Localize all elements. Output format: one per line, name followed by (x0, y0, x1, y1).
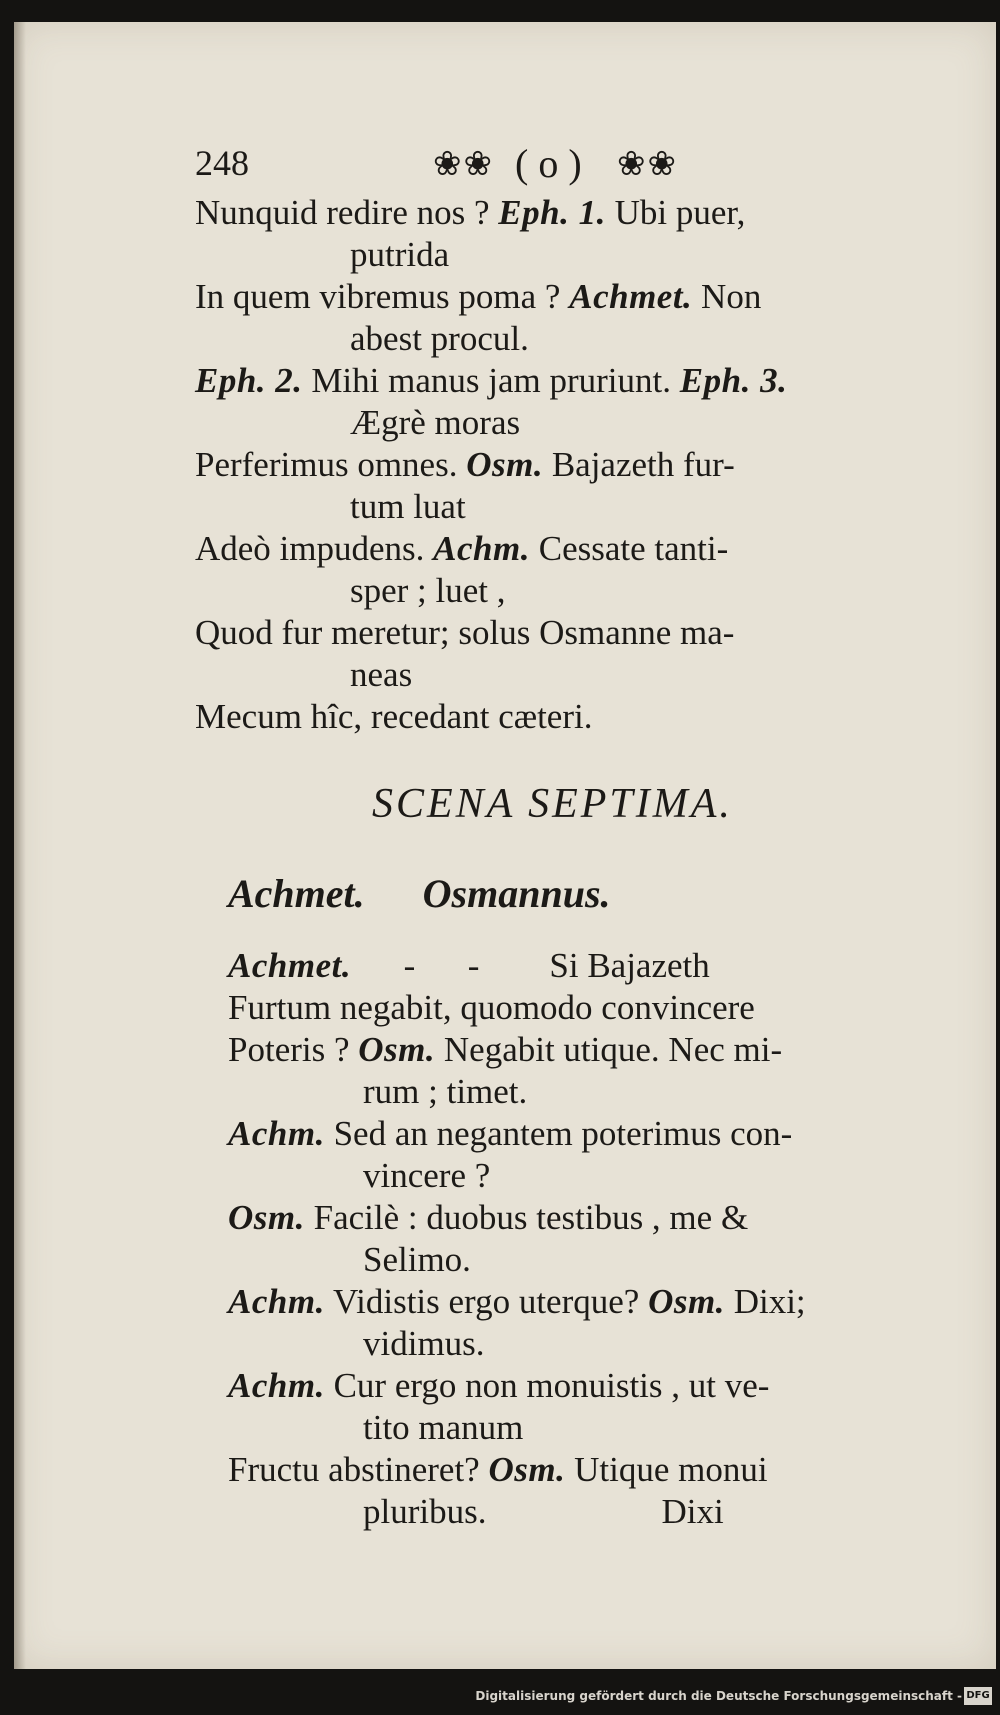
line-text: Selimo. (363, 1240, 471, 1279)
line-text: tito manum (363, 1408, 524, 1447)
speaker-label: Achm. (433, 529, 530, 568)
text-line (195, 444, 947, 486)
speaker-label: Achm. (228, 1282, 325, 1321)
dialogue-passage-2 (228, 945, 948, 1533)
center-mark: ( o ) (515, 141, 582, 186)
line-text: - - Si Bajazeth (351, 946, 710, 985)
speaker-label: Achm. (228, 1366, 325, 1405)
text-line (195, 612, 947, 654)
line-text: Cur ergo non monuistis , ut ve- (324, 1366, 770, 1405)
text-line (228, 1113, 948, 1155)
speaker-label: Achmet. (569, 277, 693, 316)
line-text: tum luat (350, 487, 466, 526)
text-line (228, 1155, 948, 1197)
dialogue-passage-1 (195, 192, 947, 738)
speaker-label: Osm. (648, 1282, 725, 1321)
dramatis-personae (228, 870, 611, 917)
speaker-label: Osm. (228, 1198, 305, 1237)
line-text: Facilè : duobus testibus , me & (304, 1198, 749, 1237)
text-line (195, 528, 947, 570)
text-line (228, 1407, 948, 1449)
line-text: putrida (350, 235, 450, 274)
line-text: Furtum negabit, quomodo convincere (228, 988, 755, 1027)
text-line (195, 318, 947, 360)
line-text: Ægrè moras (350, 403, 521, 442)
persona-osmannus: Osmannus. (422, 871, 611, 916)
text-line (228, 1239, 948, 1281)
line-text: neas (350, 655, 413, 694)
ornament-right-icon: ❀❀ (617, 146, 678, 183)
line-text: Vidistis ergo uterque? (324, 1282, 649, 1321)
line-text: Dixi; (724, 1282, 806, 1321)
line-text: Poteris ? (228, 1030, 359, 1069)
funding-credit: Digitalisierung gefördert durch die Deutsche Forschungsgemeinschaft - (475, 1689, 962, 1703)
speaker-label: Osm. (466, 445, 544, 484)
line-text: abest procul. (350, 319, 529, 358)
text-line (228, 1197, 948, 1239)
speaker-label: Osm. (488, 1450, 566, 1489)
text-line (195, 570, 947, 612)
speaker-label: Achm. (228, 1114, 325, 1153)
line-text: Mihi manus jam pruriunt. (302, 361, 680, 400)
page-number: 248 (195, 143, 249, 183)
text-line (228, 1323, 948, 1365)
speaker-label: Achmet. (228, 946, 352, 985)
line-text: Adeò impudens. (195, 529, 434, 568)
line-text: Fructu abstineret? (228, 1450, 489, 1489)
footer-bar (0, 1669, 1000, 1715)
text-line (195, 696, 947, 738)
text-line (195, 360, 947, 402)
running-header (195, 142, 715, 186)
text-line (228, 987, 948, 1029)
text-line (228, 945, 948, 987)
speaker-label: Eph. 2. (195, 361, 303, 400)
persona-achmet: Achmet. (228, 871, 365, 916)
text-line (228, 1491, 948, 1533)
text-line (228, 1071, 948, 1113)
dfg-logo-icon: DFG (964, 1687, 992, 1705)
speaker-label: Eph. 3. (679, 361, 788, 400)
gutter-shadow (14, 22, 26, 1669)
text-line (228, 1281, 948, 1323)
line-text: Bajazeth fur- (543, 445, 735, 484)
text-line (228, 1449, 948, 1491)
text-line (195, 234, 947, 276)
line-text: In quem vibremus poma ? (195, 277, 570, 316)
speaker-label: Osm. (358, 1030, 436, 1069)
text-line (195, 654, 947, 696)
line-text: pluribus. Dixi (363, 1492, 724, 1531)
line-text: Cessate tanti- (530, 529, 729, 568)
line-text: Negabit utique. Nec mi- (435, 1030, 783, 1069)
text-line (228, 1029, 948, 1071)
line-text: vincere ? (363, 1156, 491, 1195)
line-text: sper ; luet , (350, 571, 506, 610)
ornament-left-icon: ❀❀ (433, 146, 494, 183)
text-line (228, 1365, 948, 1407)
text-line (195, 192, 947, 234)
line-text: Mecum hîc, recedant cæteri. (195, 697, 593, 736)
line-text: Perferimus omnes. (195, 445, 467, 484)
line-text: vidimus. (363, 1324, 485, 1363)
line-text: Utique monui (565, 1450, 768, 1489)
line-text: rum ; timet. (363, 1072, 528, 1111)
line-text: Sed an negantem poterimus con- (324, 1114, 793, 1153)
speaker-label: Eph. 1. (498, 193, 606, 232)
text-line (195, 486, 947, 528)
scene-title: SCENA SEPTIMA. (372, 781, 733, 827)
line-text: Ubi puer, (605, 193, 746, 232)
text-line (195, 402, 947, 444)
line-text: Quod fur meretur; solus Osmanne ma- (195, 613, 735, 652)
line-text: Non (692, 277, 762, 316)
text-line (195, 276, 947, 318)
line-text: Nunquid redire nos ? (195, 193, 499, 232)
